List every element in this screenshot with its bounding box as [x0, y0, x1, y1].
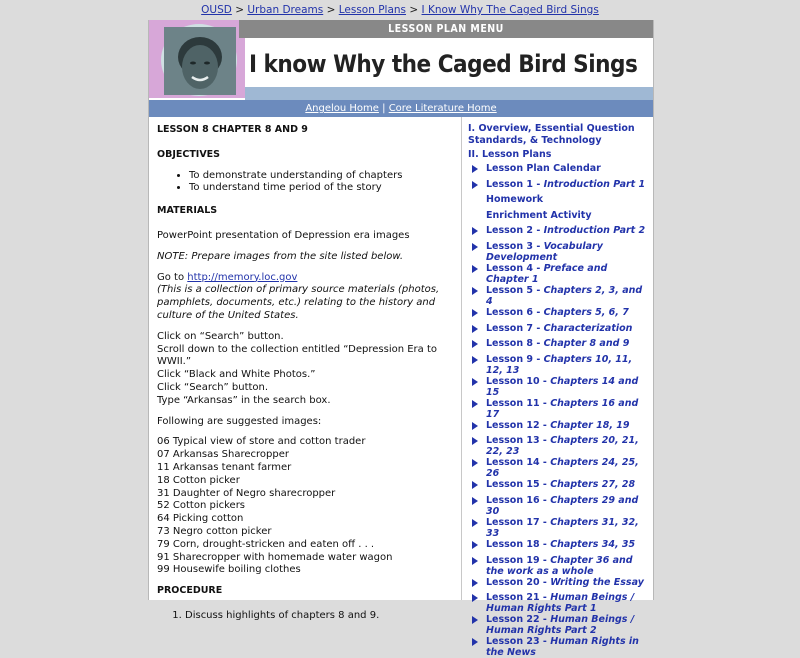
materials-text: PowerPoint presentation of Depression era images [157, 229, 410, 241]
core-literature-home-link[interactable]: Core Literature Home [388, 103, 497, 114]
angelou-home-link[interactable]: Angelou Home [305, 103, 379, 114]
arrow-icon [472, 227, 478, 235]
image-item: 11 Arkansas tenant farmer [157, 461, 292, 473]
sidebar-lesson-link[interactable] [468, 539, 649, 555]
arrow-icon [472, 422, 478, 430]
arrow-icon [472, 181, 478, 189]
goto-block [157, 272, 446, 323]
sidebar-lesson-link[interactable] [468, 263, 649, 285]
page-header [149, 20, 653, 100]
arrow-icon [472, 243, 478, 251]
procedure-list [157, 610, 446, 623]
lesson-topic: Preface and Chapter 1 [486, 262, 608, 285]
arrow-icon [472, 638, 478, 646]
arrow-icon [472, 400, 478, 408]
lesson-topic: Introduction Part 1 [543, 178, 646, 190]
materials-heading: MATERIALS [157, 205, 218, 217]
arrow-icon [472, 340, 478, 348]
lesson-topic: Introduction Part 2 [543, 225, 646, 237]
sidebar-lesson-link[interactable] [468, 323, 649, 339]
lesson-number: Lesson 7 - [486, 322, 544, 334]
instruction-line: Type “Arkansas” in the search box. [157, 394, 331, 406]
sidebar-lesson-link[interactable] [468, 338, 649, 354]
image-item: 73 Negro cotton picker [157, 525, 272, 537]
lesson-topic: Human Rights in the News [486, 636, 639, 658]
lesson-number: Lesson 17 - [486, 516, 551, 528]
procedure-item: 1. Discuss highlights of chapters 8 and 9. [185, 610, 446, 623]
arrow-icon [472, 497, 478, 505]
lesson-number: Lesson 1 - [486, 178, 544, 190]
arrow-icon [472, 287, 478, 295]
page-frame [148, 20, 654, 658]
sidebar-lesson-link[interactable] [468, 225, 649, 241]
objective-item: • To demonstrate understanding of chapters [189, 170, 446, 183]
lesson-number: Lesson 8 - [486, 338, 544, 350]
lesson-number: Lesson 13 - [486, 435, 551, 447]
sidebar-lesson-link[interactable] [468, 479, 649, 495]
arrow-icon [472, 309, 478, 317]
lesson-topic: Chapters 10, 11, 12, 13 [486, 353, 633, 376]
sidebar-lesson-link[interactable] [468, 307, 649, 323]
arrow-icon [472, 325, 478, 333]
lesson-topic: Chapters 29 and 30 [486, 494, 639, 517]
sidebar-lesson-link[interactable] [468, 241, 649, 263]
author-portrait [161, 24, 237, 96]
lesson-title: LESSON 8 CHAPTER 8 AND 9 [157, 124, 308, 135]
lesson-topic: Characterization [543, 322, 633, 334]
lesson-topic: Chapters 31, 32, 33 [486, 516, 639, 539]
image-item: 79 Corn, drought-stricken and eaten off . . . [157, 538, 375, 550]
lesson-topic: Chapters 34, 35 [550, 538, 636, 550]
lesson-number: Lesson 19 - [486, 554, 551, 566]
arrow-icon [472, 481, 478, 489]
objectives-list [157, 170, 446, 196]
image-item: 31 Daughter of Negro sharecropper [157, 487, 336, 499]
lesson-number: Lesson 2 - [486, 225, 544, 237]
sidebar-lesson-link[interactable] [468, 495, 649, 517]
lesson-topic: Chapters 16 and 17 [486, 397, 639, 420]
goto-description: (This is a collection of primary source materials (photos, pamphlets, documents, etc.) relating to the history and culture of the United States. [157, 284, 440, 321]
lesson-number: Enrichment Activity [486, 209, 592, 221]
lesson-number: Lesson 16 - [486, 494, 551, 506]
lesson-number: Lesson Plan Calendar [486, 163, 601, 174]
sidebar-lesson-link[interactable] [468, 555, 649, 577]
lesson-topic: Chapters 5, 6, 7 [543, 306, 629, 318]
lesson-number: Lesson 3 - [486, 240, 544, 252]
lesson-topic: Chapter 18, 19 [550, 419, 630, 431]
lesson-number: Lesson 15 - [486, 479, 551, 491]
sidebar-lesson-link[interactable] [468, 435, 649, 457]
section-overview-link[interactable]: I. Overview, Essential Question Standards, & Technology [468, 123, 635, 146]
lesson-number: Lesson 18 - [486, 538, 551, 550]
breadcrumb-current-page[interactable]: I Know Why The Caged Bird Sings [421, 4, 599, 16]
lesson-topic: Writing the Essay [550, 576, 644, 588]
suggested-images-list [157, 436, 446, 577]
lesson-topic: Chapters 27, 28 [550, 479, 636, 491]
instructions-block [157, 331, 446, 408]
lesson-number: Lesson 14 - [486, 457, 551, 469]
instruction-line: Click on “Search” button. [157, 330, 284, 342]
lesson-topic: Vocabulary Development [486, 240, 603, 263]
sidebar-lesson-link[interactable] [468, 210, 649, 226]
arrow-icon [472, 557, 478, 565]
lesson-number: Lesson 23 - [486, 636, 551, 648]
goto-prefix: Go to [157, 271, 185, 283]
procedure-heading: PROCEDURE [157, 585, 223, 597]
lesson-sidebar [461, 117, 653, 658]
sidebar-lesson-link[interactable] [468, 376, 649, 398]
lesson-number: Lesson 21 - [486, 592, 551, 604]
lesson-topic: Chapter 36 and the work as a whole [486, 554, 633, 577]
arrow-icon [472, 541, 478, 549]
lesson-topic: Chapters 24, 25, 26 [486, 457, 639, 480]
breadcrumb-separator: > [235, 4, 245, 16]
objective-item: • To understand time period of the story [189, 182, 446, 195]
lesson-topic: Chapter 8 and 9 [543, 338, 630, 350]
breadcrumb-separator: > [326, 4, 336, 16]
arrow-icon [472, 265, 478, 273]
sidebar-lesson-link[interactable] [468, 285, 649, 307]
image-item: 64 Picking cotton [157, 513, 244, 525]
sidebar-lesson-link[interactable] [468, 354, 649, 376]
sidebar-lesson-link[interactable] [468, 592, 649, 614]
section-lesson-plans-link[interactable]: II. Lesson Plans [468, 149, 552, 160]
lesson-plan-menu-bar: LESSON PLAN MENU [239, 20, 653, 38]
lesson-number: Lesson 10 - [486, 375, 551, 387]
content-area [149, 117, 653, 658]
sidebar-lesson-link[interactable] [468, 577, 649, 593]
lesson-number: Lesson 22 - [486, 614, 551, 626]
nav-bar [149, 100, 653, 117]
lesson-main [149, 117, 454, 621]
lesson-number: Lesson 5 - [486, 284, 544, 296]
breadcrumb [0, 4, 800, 16]
lesson-list [468, 163, 649, 658]
lesson-number: Homework [486, 194, 544, 206]
breadcrumb-ousd[interactable]: OUSD [201, 4, 232, 16]
arrow-icon [472, 437, 478, 445]
arrow-icon [472, 378, 478, 386]
lesson-topic: Human Beings / Human Rights Part 1 [486, 592, 635, 615]
lesson-topic: Chapters 2, 3, and 4 [486, 284, 643, 307]
lesson-topic: Chapters 20, 21, 22, 23 [486, 435, 639, 458]
image-item: 06 Typical view of store and cotton trader [157, 436, 366, 448]
sidebar-lesson-link[interactable] [468, 636, 649, 658]
instruction-line: Scroll down to the collection entitled “Depression Era to WWII.” [157, 343, 438, 368]
lesson-number: Lesson 6 - [486, 306, 544, 318]
sidebar-lesson-link[interactable] [468, 179, 649, 195]
instruction-line: Click “Search” button. [157, 381, 269, 393]
arrow-icon [472, 356, 478, 364]
lesson-number: Lesson 4 - [486, 262, 544, 274]
image-item: 99 Housewife boiling clothes [157, 564, 301, 576]
objectives-heading: OBJECTIVES [157, 148, 221, 160]
arrow-icon [472, 616, 478, 624]
image-item: 91 Sharecropper with homemade water wagon [157, 551, 393, 563]
sidebar-lesson-link[interactable] [468, 398, 649, 420]
nav-separator: | [382, 103, 386, 114]
lesson-number: Lesson 20 - [486, 576, 551, 588]
arrow-icon [472, 579, 478, 587]
lesson-number: Lesson 12 - [486, 419, 551, 431]
sidebar-lesson-link[interactable] [468, 517, 649, 539]
image-item: 52 Cotton pickers [157, 500, 246, 512]
image-item: 07 Arkansas Sharecropper [157, 449, 289, 461]
sidebar-lesson-link[interactable] [468, 457, 649, 479]
breadcrumb-lesson-plans[interactable]: Lesson Plans [338, 4, 407, 16]
suggested-heading: Following are suggested images: [157, 415, 322, 427]
image-item: 18 Cotton picker [157, 474, 240, 486]
note-text: NOTE: Prepare images from the site listed below. [157, 250, 404, 262]
instruction-line: Click “Black and White Photos.” [157, 369, 316, 381]
sidebar-lesson-link[interactable] [468, 614, 649, 636]
page-title: I know Why the Caged Bird Sings [249, 50, 638, 78]
sidebar-lesson-link[interactable] [468, 194, 649, 210]
breadcrumb-urban-dreams[interactable]: Urban Dreams [247, 4, 324, 16]
sidebar-lesson-link[interactable] [468, 163, 649, 179]
arrow-icon [472, 459, 478, 467]
arrow-icon [472, 519, 478, 527]
lesson-topic: Human Beings / Human Rights Part 2 [486, 614, 635, 637]
lesson-number: Lesson 11 - [486, 397, 551, 409]
arrow-icon [472, 594, 478, 602]
lesson-number: Lesson 9 - [486, 353, 544, 365]
sidebar-lesson-link[interactable] [468, 420, 649, 436]
memory-loc-link[interactable]: http://memory.loc.gov [187, 271, 298, 283]
arrow-icon [472, 165, 478, 173]
lesson-topic: Chapters 14 and 15 [486, 375, 639, 398]
header-blue-bar [245, 87, 653, 100]
breadcrumb-separator: > [409, 4, 419, 16]
